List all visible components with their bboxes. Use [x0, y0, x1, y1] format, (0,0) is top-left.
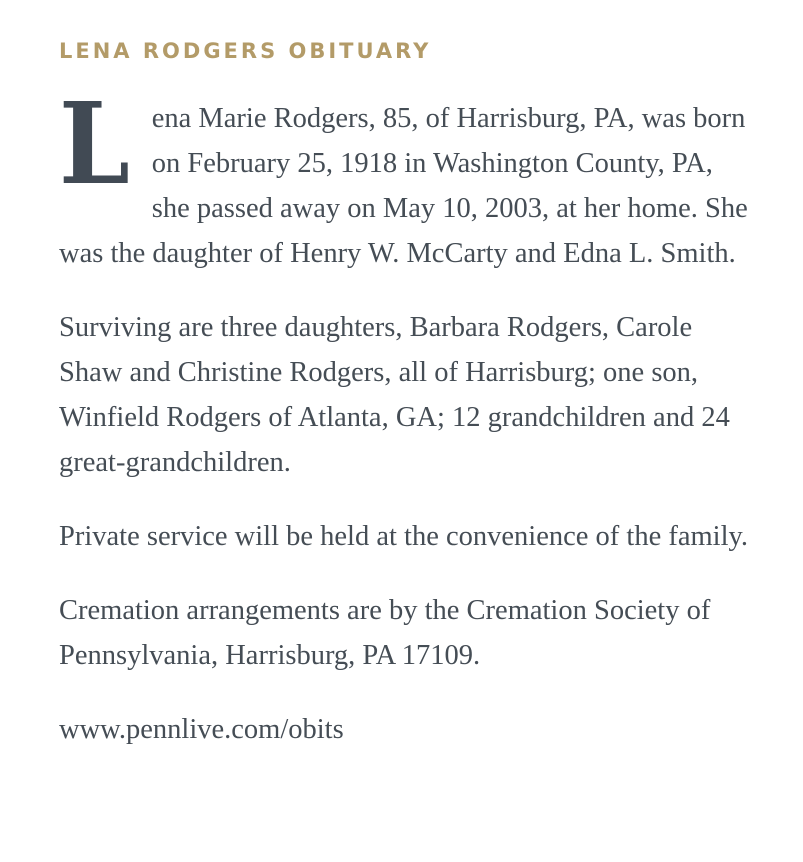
- obituary-paragraph-survivors: Surviving are three daughters, Barbara Rodgers, Carole Shaw and Christine Rodgers, all of Harrisburg; one son, Winfield Rodgers of Atlanta, GA; 12 grandchildren and 24 great-grandchildren.: [59, 312, 730, 478]
- intro-text: ena Marie Rodgers, 85, of Harrisburg, PA, was born on February 25, 1918 in Washington County, PA, she passed away on May 10, 2003, at her home. She was the daughter of Henry W. McCarty and Edna L. Smith.: [59, 103, 748, 269]
- obituary-paragraph-intro: [59, 79, 749, 276]
- source-link[interactable]: www.pennlive.com/obits: [59, 714, 344, 745]
- obituary-paragraph-service: Private service will be held at the convenience of the family.: [59, 521, 749, 552]
- drop-cap: L: [59, 79, 130, 210]
- obituary-title: LENA RODGERS OBITUARY: [59, 39, 432, 63]
- obituary-paragraph-arrangements: Cremation arrangements are by the Cremation Society of Pennsylvania, Harrisburg, PA 17109.: [59, 595, 711, 671]
- source-link-paragraph: [59, 707, 749, 752]
- obituary-article: [59, 30, 749, 781]
